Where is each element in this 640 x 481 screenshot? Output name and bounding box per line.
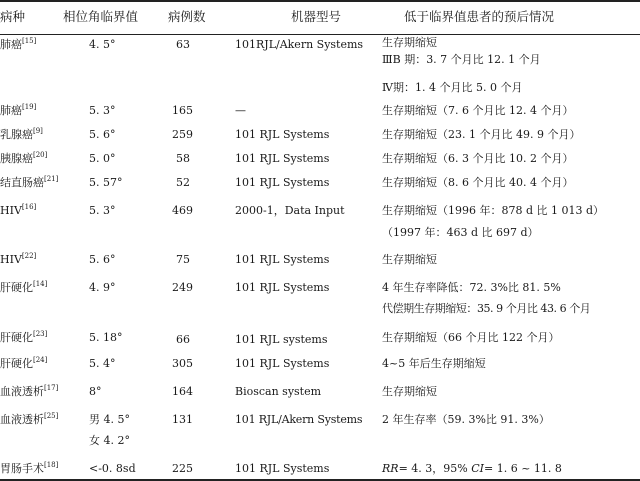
threshold-cell: 4. 5°: [89, 38, 116, 51]
model-cell: 101 RJL Systems: [235, 152, 330, 165]
model-cell: 101 RJL Systems: [235, 462, 330, 475]
disease-cell: HIV[22]: [0, 252, 37, 266]
threshold-cell: 4. 9°: [89, 281, 116, 294]
threshold-cell: 5. 6°: [89, 253, 116, 266]
disease-cell: 结直肠癌[21]: [0, 175, 59, 189]
disease-cell: 肝硬化[14]: [0, 280, 48, 294]
prognosis-line: 生存期缩短（7. 6 个月比 12. 4 个月）: [382, 104, 574, 117]
disease-cell: 肺癌[19]: [0, 103, 37, 117]
cases-cell: 225: [172, 462, 193, 475]
model-cell: 101 RJL systems: [235, 333, 328, 346]
header-disease: 病种: [0, 9, 26, 24]
threshold-cell: 5. 3°: [89, 104, 116, 117]
cases-cell: 249: [172, 281, 193, 294]
threshold-cell: 8°: [89, 385, 102, 398]
prognosis-line: 4 年生存率降低：72. 3%比 81. 5%: [382, 281, 561, 294]
threshold-cell-female: 女 4. 2°: [89, 434, 130, 447]
model-cell: 101 RJL/Akern Systems: [235, 413, 363, 426]
header-threshold: 相位角临界值: [63, 9, 139, 24]
model-cell: 101 RJL Systems: [235, 253, 330, 266]
cases-cell: 164: [172, 385, 193, 398]
model-cell: 101RJL/Akern Systems: [235, 38, 364, 51]
model-cell: 2000-1，Data Input: [235, 204, 345, 217]
disease-cell: 血液透析[25]: [0, 412, 59, 426]
threshold-cell: 5. 57°: [89, 176, 123, 189]
model-cell: 101 RJL Systems: [235, 128, 330, 141]
prognosis-line: [382, 462, 562, 476]
cases-cell: 66: [176, 333, 190, 346]
rr-value: = 4. 3，95%: [398, 462, 472, 475]
header-cases: 病例数: [168, 9, 206, 24]
cases-cell: 165: [172, 104, 193, 117]
threshold-cell: 5. 18°: [89, 331, 123, 344]
model-cell: 101 RJL Systems: [235, 281, 330, 294]
disease-cell: 乳腺癌[9]: [0, 127, 43, 141]
model-cell: 101 RJL Systems: [235, 357, 330, 370]
threshold-cell: 男 4. 5°: [89, 413, 130, 426]
threshold-cell: 5. 3°: [89, 204, 116, 217]
bottom-rule: [0, 479, 640, 481]
disease-cell: 肝硬化[23]: [0, 330, 48, 344]
top-rule: [0, 0, 640, 2]
cases-cell: 305: [172, 357, 193, 370]
cases-cell: 63: [176, 38, 190, 51]
prognosis-line: Ⅳ期：1. 4 个月比 5. 0 个月: [382, 81, 523, 94]
threshold-cell: 5. 0°: [89, 152, 116, 165]
cases-cell: 131: [172, 413, 193, 426]
model-cell: —: [235, 104, 246, 117]
prognosis-line: 生存期缩短: [382, 385, 437, 398]
prognosis-line: 生存期缩短（23. 1 个月比 49. 9 个月）: [382, 128, 581, 141]
prognosis-line: 生存期缩短（66 个月比 122 个月）: [382, 331, 560, 344]
prognosis-line: 2 年生存率（59. 3%比 91. 3%）: [382, 413, 550, 426]
disease-cell: 肺癌[15]: [0, 37, 37, 51]
model-cell: Bioscan system: [235, 385, 322, 398]
model-cell: 101 RJL Systems: [235, 176, 330, 189]
prognosis-line: 生存期缩短（8. 6 个月比 40. 4 个月）: [382, 176, 574, 189]
disease-cell: 肝硬化[24]: [0, 356, 48, 370]
prognosis-line: ⅢB 期：3. 7 个月比 12. 1 个月: [382, 53, 541, 66]
ci-value: = 1. 6 ~ 11. 8: [484, 462, 562, 475]
ci-label: CI: [471, 462, 484, 475]
threshold-cell: <-0. 8sd: [89, 462, 136, 475]
prognosis-line: 生存期缩短（6. 3 个月比 10. 2 个月）: [382, 152, 574, 165]
disease-cell: HIV[16]: [0, 203, 37, 217]
disease-cell: 血液透析[17]: [0, 384, 59, 398]
cases-cell: 469: [172, 204, 193, 217]
header-model: 机器型号: [291, 9, 342, 24]
header-prognosis: 低于临界值患者的预后情况: [404, 9, 555, 24]
rr-label: RR: [382, 462, 399, 475]
prognosis-line: 4~5 年后生存期缩短: [382, 357, 486, 370]
threshold-cell: 5. 4°: [89, 357, 116, 370]
threshold-cell: 5. 6°: [89, 128, 116, 141]
cases-cell: 75: [176, 253, 190, 266]
cases-cell: 58: [176, 152, 190, 165]
disease-cell: 胰腺癌[20]: [0, 151, 48, 165]
prognosis-line: （1997 年：463 d 比 697 d）: [382, 226, 539, 239]
cases-cell: 259: [172, 128, 193, 141]
prognosis-line: 生存期缩短（1996 年：878 d 比 1 013 d）: [382, 204, 605, 217]
prognosis-line: 生存期缩短: [382, 253, 437, 266]
disease-cell: 胃肠手术[18]: [0, 461, 59, 475]
header-rule: [0, 34, 640, 35]
cases-cell: 52: [176, 176, 190, 189]
prognosis-line: 生存期缩短: [382, 36, 437, 49]
prognosis-line: 代偿期生存期缩短：35. 9 个月比 43. 6 个月: [382, 302, 591, 315]
